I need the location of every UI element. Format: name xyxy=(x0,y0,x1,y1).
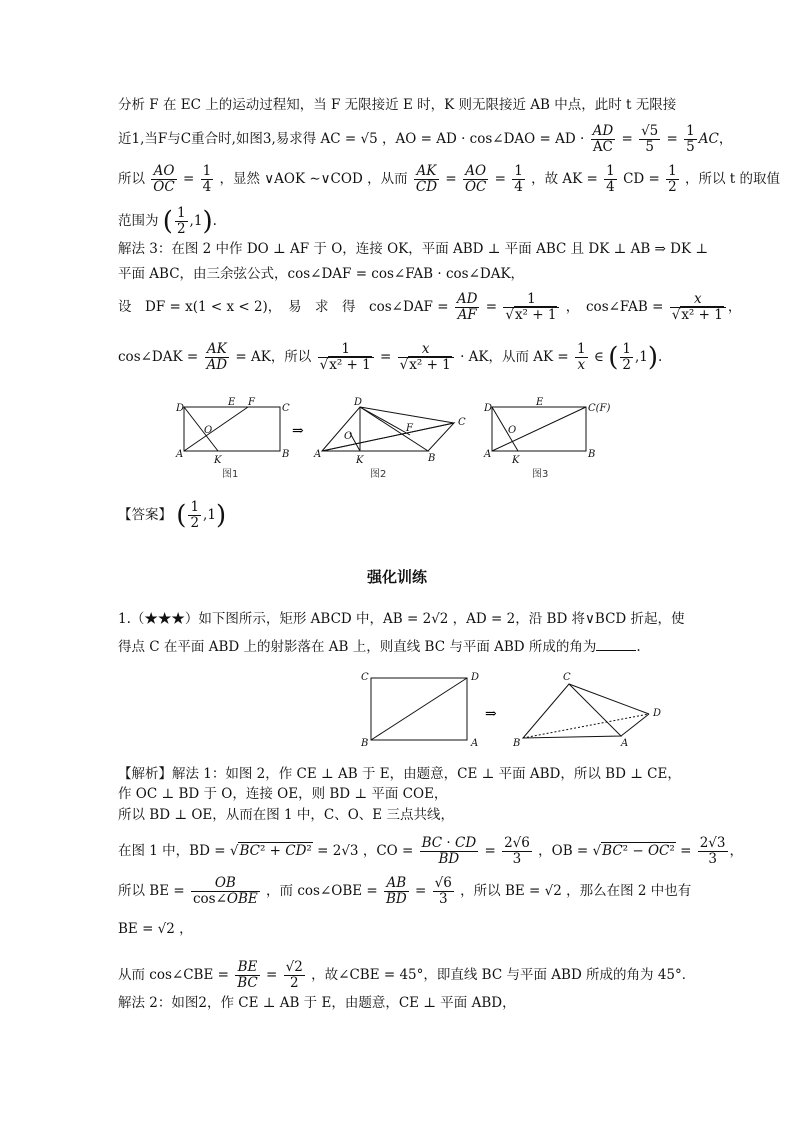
solution-line: 所以 BE = $\frac{OB}{\text{cos∠OBE}}$ ，而 cos∠OBE = $\frac{AB}{BD}$ = $\frac{√6}{3}$ ，所以 BE = √2 ，那么在图 2 中也有 xyxy=(118,875,692,907)
svg-text:F: F xyxy=(406,423,413,434)
figure-2 xyxy=(322,407,454,451)
svg-text:A: A xyxy=(484,449,492,460)
solution-line: 解法 2：如图2，作 CE ⊥ AB 于 E，由题意，CE ⊥ 平面 ABD， xyxy=(118,995,516,1011)
figure-1 xyxy=(184,407,280,451)
svg-text:C: C xyxy=(458,417,466,428)
svg-text:B: B xyxy=(282,449,290,460)
solution-line: 作 OC ⊥ BD 于 O，连接 OE，则 BD ⊥ 平面 COE， xyxy=(118,786,448,802)
figure-2-caption: 图2 xyxy=(370,469,387,480)
text-line: 分析 F 在 EC 上的运动过程知，当 F 无限接近 E 时，K 则无限接近 AB 中点，此时 t 无限接 xyxy=(118,97,677,113)
svg-text:D: D xyxy=(484,403,493,414)
solution-line: 在图 1 中，BD = √BC² + CD² = 2√3 ，CO = $\frac{BC \cdot CD}{BD}$ = $\frac{2√6}{3}$ ，OB = √BC² − OC² = $\frac{2√3}{3}$ ， xyxy=(118,835,743,867)
solution-line: 从而 cos∠CBE = $\frac{BE}{BC}$ = $\frac{√2}{2}$ ，故∠CBE = 45°，即直线 BC 与平面 ABD 所成的角为 45°． xyxy=(118,959,696,991)
svg-text:B: B xyxy=(513,738,521,749)
solution-line: 所以 BD ⊥ OE，从而在图 1 中，C、O、E 三点共线， xyxy=(118,807,454,823)
svg-text:E: E xyxy=(228,397,236,408)
svg-text:O: O xyxy=(344,431,353,442)
svg-text:A: A xyxy=(471,738,479,749)
svg-text:K: K xyxy=(356,455,364,466)
svg-text:A: A xyxy=(176,449,184,460)
answer-line: 【答案】 ( $\frac{1}{2}$ ,1) xyxy=(118,499,227,531)
question-figure-1 xyxy=(371,678,467,740)
svg-text:D: D xyxy=(176,403,185,414)
svg-text:K: K xyxy=(512,455,520,466)
question-figures xyxy=(355,668,675,752)
svg-text:F: F xyxy=(248,397,255,408)
text-line: 解法 3：在图 2 中作 DO ⊥ AF 于 O，连接 OK，平面 ABD ⊥ 平面 ABC 且 DK ⊥ AB ⇒ DK ⊥ xyxy=(118,241,709,257)
text-line: 平面 ABC，由三余弦公式，cos∠DAF = cos∠FAB · cos∠DAK， xyxy=(118,266,525,282)
arrow-icon: ⇒ xyxy=(292,423,304,439)
svg-text:D: D xyxy=(354,397,363,408)
svg-text:O: O xyxy=(204,425,213,436)
solution-line: 【解析】解法 1：如图 2，作 CE ⊥ AB 于 E，由题意，CE ⊥ 平面 ABD，所以 BD ⊥ CE， xyxy=(118,766,681,782)
text-line: 设 DF = x(1 < x < 2)， 易 求 得 cos∠DAF = $\frac{AD}{AF}$ = $\frac{1}{\text{√x² + 1}}$ ， cos∠FAB = $\frac{x}{\text{√x² + 1}}$ ， xyxy=(118,291,742,323)
text-line: cos∠DAK = $\frac{AK}{AD}$ = AK，所以 $\frac{1}{\text{√x² + 1}}$ = $\frac{x}{\text{√x² + 1}}$ · AK，从而 AK = $\frac{1}{x}$ ∈ ( $\frac{1}{2}$ ,1). xyxy=(118,341,663,373)
figure-3 xyxy=(492,407,586,451)
svg-text:D: D xyxy=(653,708,662,719)
figure-3-caption: 图3 xyxy=(532,469,549,480)
question-line: 1.（★★★）如下图所示，矩形 ABCD 中，AB = 2√2 ，AD = 2，沿 BD 将∨BCD 折起，使 xyxy=(118,611,685,627)
svg-text:C: C xyxy=(563,672,571,683)
answer-blank xyxy=(596,650,636,651)
svg-text:A: A xyxy=(314,449,322,460)
text-line: 范围为 ( $\frac{1}{2}$ ,1). xyxy=(118,205,217,237)
arrow-icon: ⇒ xyxy=(485,706,497,722)
svg-text:B: B xyxy=(588,449,596,460)
svg-text:K: K xyxy=(214,455,222,466)
svg-text:D: D xyxy=(471,672,480,683)
svg-text:C: C xyxy=(361,672,369,683)
svg-text:B: B xyxy=(361,738,369,749)
text-line: 近1,当F与C重合时,如图3,易求得 AC = √5 ，AO = AD · cos∠DAO = AD · $\frac{AD}{AC}$ = $\frac{√5}{5}$ = $\frac{1}{5}$ AC， xyxy=(118,123,733,155)
svg-text:O: O xyxy=(508,425,517,436)
text-line: 所以 $\frac{AO}{OC}$ = $\frac{1}{4}$ ，显然 ∨AOK ∼∨COD ，从而 $\frac{AK}{CD}$ = $\frac{AO}{OC}$ = $\frac{1}{4}$ ，故 AK = $\frac{1}{4}$ CD = $\frac{1}{2}$ ，所以 t 的取值 xyxy=(118,163,781,195)
svg-text:E: E xyxy=(536,397,544,408)
svg-text:C: C xyxy=(282,403,290,414)
question-line: 得点 C 在平面 ABD 上的射影落在 AB 上，则直线 BC 与平面 ABD 所成的角为 . xyxy=(118,639,641,655)
section-title: 强化训练 xyxy=(366,568,427,586)
svg-text:A: A xyxy=(621,738,629,749)
question-figure-2 xyxy=(523,684,649,738)
figure-fold-diagrams xyxy=(170,395,610,485)
figure-1-caption: 图1 xyxy=(222,469,239,480)
svg-text:C(F): C(F) xyxy=(588,403,610,414)
svg-text:B: B xyxy=(428,453,436,464)
solution-line: BE = √2 ， xyxy=(118,921,193,937)
